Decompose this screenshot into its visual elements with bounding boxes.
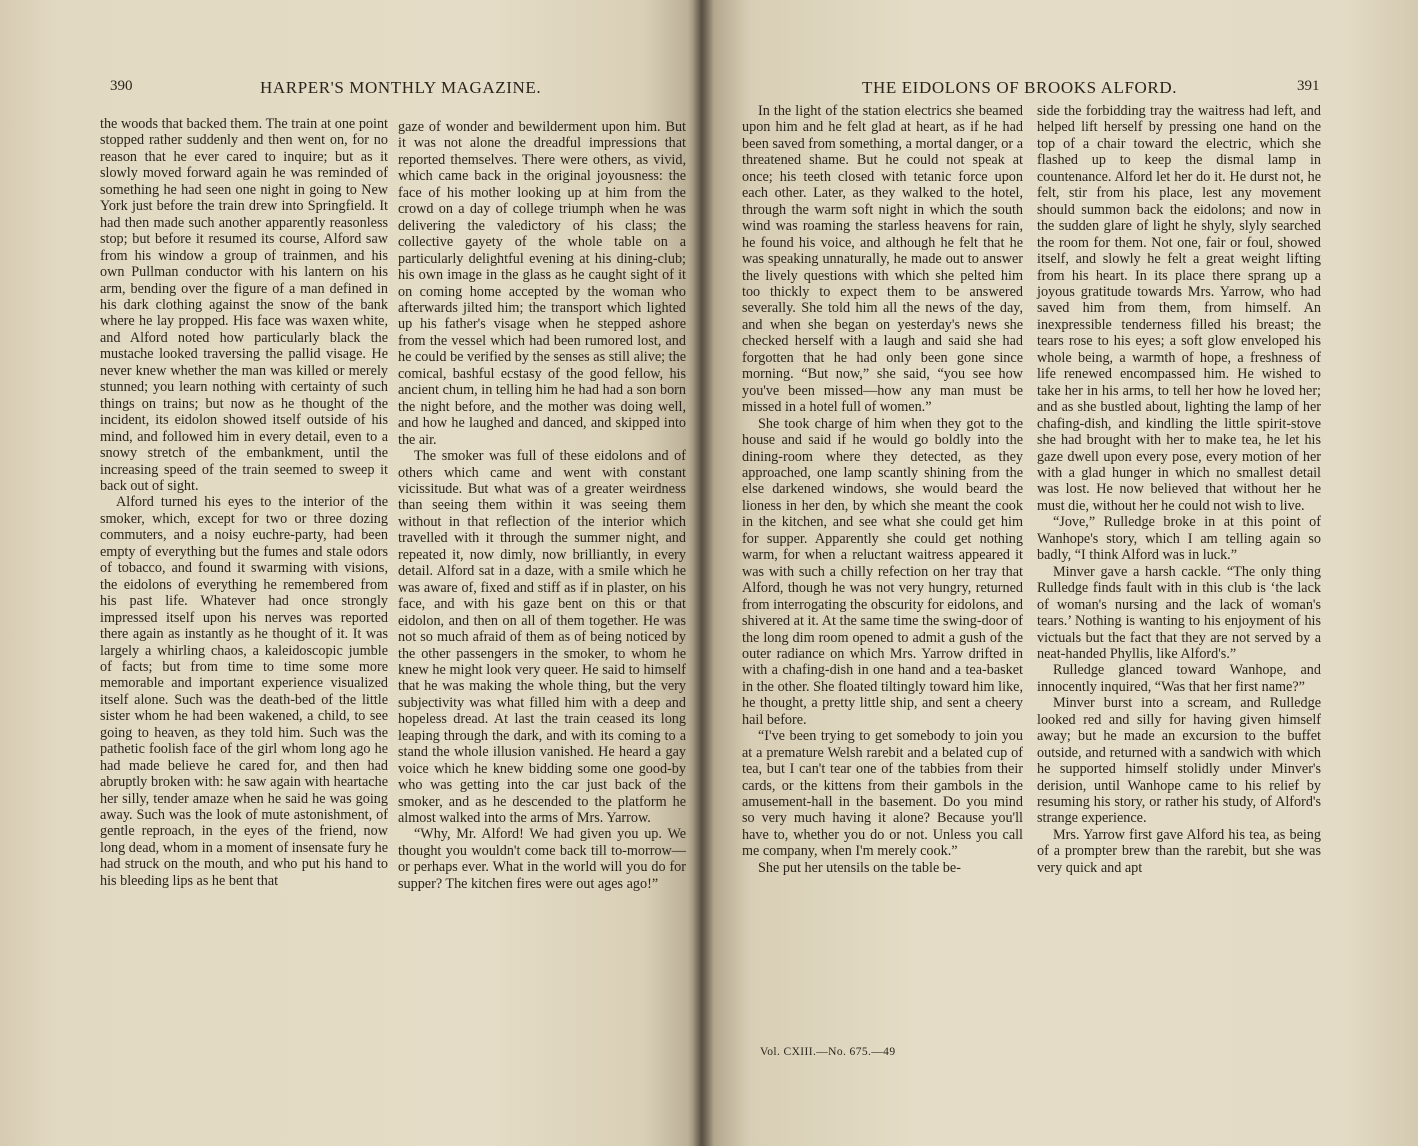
page-number: 390 (110, 78, 133, 94)
paragraph: Mrs. Yarrow first gave Alford his tea, as being of a prompter brew than the rarebit, but she was very quick and apt (1037, 826, 1321, 876)
paragraph: Minver burst into a scream, and Rulledge looked red and silly for having given himself away; but he made an excursion to the buffet outside, and returned with a sandwich with which he supported himself stolidly under Minver's derision, until Wanhope came to his relief by resuming his story, or rather his study, of Alford's strange experience. (1037, 695, 1321, 827)
text-column (398, 119, 686, 892)
text-column (1037, 103, 1321, 876)
right-page (700, 0, 1418, 1146)
paragraph: gaze of wonder and bewilderment upon him. But it was not alone the dreadful impressions that reported themselves. There were others, as vivid, which came back in the original joyousness: the face of his mother looking up at him from the crowd on a day of college triumph when he was delivering the valedictory of his class; the collective gayety of the whole table on a particularly delightful evening at his dining-club; his own image in the glass as he caught sight of it on coming home accepted by the woman who afterwards jilted him; the transport which lighted up his father's visage when he stepped ashore from the vessel which had been rumored lost, and he could be verified by the senses as still alive; the comical, bashful ecstasy of the good fellow, his ancient chum, in telling him he had had a son born the night before, and the mother was doing well, and how he laughed and danced, and skipped into the air. (398, 119, 686, 448)
left-page (0, 0, 700, 1146)
paragraph: “Why, Mr. Alford! We had given you up. We thought you wouldn't come back till to-morrow—or perhaps ever. What in the world will you do for supper? The kitchen fires were out ages ago!” (398, 826, 686, 892)
paragraph: Minver gave a harsh cackle. “The only thing Rulledge finds fault with in this club is ‘the lack of woman's nursing and the lack of woman's tears.’ Nothing is wanting to his enjoyment of his victuals but the fact that they are not served by a neat-handed Phyllis, like Alford's.” (1037, 563, 1321, 662)
paragraph: “I've been trying to get somebody to join you at a premature Welsh rarebit and a belated cup of tea, but I can't tear one of the tabbies from their cards, or the kittens from their gambols in the amusement-hall in the basement. Do you mind so very much having it alone? Because you'll have to, whether you do or not. Unless you call me company, when I'm merely cook.” (742, 728, 1023, 860)
running-head: THE EIDOLONS OF BROOKS ALFORD. (862, 78, 1178, 97)
paragraph: She took charge of him when they got to the house and said if he would go boldly into the dining-room where they detected, as they approached, one lamp scantly shining from the else darkened windows, she would beard the lioness in her den, by which she meant the cook in the kitchen, and see what she could get him for supper. Apparently she could get nothing warm, for when a reluctant waitress appeared it was with such a chilly refection on her tray that Alford, though he was not very hungry, returned from interrogating the obscurity for eidolons, and shivered at it. At the same time the swing-door of the long dim room opened to admit a gush of the outer radiance on which Mrs. Yarrow drifted in with a chafing-dish in one hand and a tea-basket in the other. She floated tiltingly toward him like, he thought, a pretty little ship, and sent a cheery hail before. (742, 415, 1023, 728)
paragraph: the woods that backed them. The train at one point stopped rather suddenly and then went on, for no reason that he ever cared to inquire; but as it slowly moved forward again he was reminded of something he had seen one night in going to New York just before the train drew into Springfield. It had then made such another apparently reasonless stop; but before it resumed its course, Alford saw from his window a group of trainmen, and his own Pullman conductor with his lantern on his arm, bending over the figure of a man defined in his dark clothing against the snow of the bank where he lay propped. His face was waxen white, and Alford noted how particularly black the mustache looked traversing the pallid visage. He never knew whether the man was killed or merely stunned; you learn nothing with certainty of such things on trains; but now as he thought of the incident, its eidolon showed itself outside of his mind, and followed him in every detail, even to a snowy stretch of the embankment, until the increasing speed of the train seemed to sweep it back out of sight. (100, 116, 388, 494)
paragraph: In the light of the station electrics she beamed upon him and he felt glad at heart, as if he had been saved from something, a mortal danger, or a threatened shame. But he could not speak at once; his teeth closed with tetanic force upon each other. Later, as they walked to the hotel, through the warm soft night in which the south wind was roaming the starless heavens for rain, he found his voice, and although he felt that he was speaking unnaturally, he made out to answer the lively questions with which she pelted him too thickly to expect them to be answered severally. She told him all the news of the day, and when she began on yesterday's news she checked herself with a laugh and said she had forgotten that he had only been gone since morning. “But now,” she said, “you see how you've been missed—how any man must be missed in a hotel full of women.” (742, 103, 1023, 416)
book-gutter (688, 0, 714, 1146)
paragraph: side the forbidding tray the waitress had left, and helped lift herself by pressing one hand on the top of a chair toward the electric, which she flashed up to keep the dismal lamp in countenance. Alford let her do it. He durst not, he felt, stir from his place, lest any movement should summon back the eidolons; and now in the sudden glare of light he shyly, slyly searched the room for them. Not one, fair or foul, showed itself, and slowly he felt a great weight lifting from his heart. In its place there sprang up a joyous gratitude towards Mrs. Yarrow, who had saved him from them, from himself. An inexpressible tenderness filled his breast; the tears rose to his eyes; a soft glow enveloped his whole being, a warmth of hope, a freshness of life renewed encompassed him. He wished to take her in his arms, to tell her how he loved her; and as she bustled about, lighting the lamp of her chafing-dish, and kindling the little spirit-stove she had brought with her to make tea, he let his gaze dwell upon every pose, every motion of her with a glad hunger in which no smallest detail was lost. He now believed that without her he must die, without her he could not wish to live. (1037, 103, 1321, 514)
text-column (100, 116, 388, 889)
paragraph: Rulledge glanced toward Wanhope, and innocently inquired, “Was that her first name?” (1037, 662, 1321, 695)
running-head: HARPER'S MONTHLY MAGAZINE. (260, 78, 542, 97)
page-number: 391 (1297, 78, 1320, 94)
paragraph: “Jove,” Rulledge broke in at this point of Wanhope's story, which I am telling again so badly, “I think Alford was in luck.” (1037, 514, 1321, 564)
text-column (742, 103, 1023, 876)
paragraph: The smoker was full of these eidolons and of others which came and went with constant vicissitude. But what was of a greater weirdness than seeing them within it was seeing them without in that reflection of the interior which travelled with it through the summer night, and repeated it, now dimly, now brilliantly, in every detail. Alford sat in a daze, with a smile which he was aware of, fixed and stiff as if in plaster, on his face, and with his gaze bent on this or that eidolon, and then on all of them together. He was not so much afraid of them as of being noticed by the other passengers in the smoker, to whom he knew he might look very queer. He said to himself that he was making the whole thing, but the very subjectivity was what filled him with a deep and hopeless dread. At last the train ceased its long leaping through the dark, and with its coming to a stand the whole illusion vanished. He heard a gay voice which he knew bidding some one good-by who was getting into the car just back of the smoker, and as he descended to the platform he almost walked into the arms of Mrs. Yarrow. (398, 448, 686, 827)
paragraph: She put her utensils on the table be- (758, 859, 961, 876)
paragraph: Alford turned his eyes to the interior of the smoker, which, except for two or three dozing commuters, and a noisy euchre-party, had been empty of everything but the fumes and stale odors of tobacco, and found it swarming with visions, the eidolons of everything he remembered from his past life. Whatever had once strongly impressed itself upon his nerves was reported there again as instantly as he thought of it. It was largely a whirling chaos, a kaleidoscopic jumble of facts; but from time to time some more memorable and important experience visualized itself alone. Such was the death-bed of the little sister whom he had been wakened, a child, to see going to heaven, as they told him. Such was the pathetic foolish face of the girl whom long ago he had made believe he cared for, and then had abruptly broken with: he saw again with heartache her silly, tender amaze when he said he was going away. Such was the look of mute astonishment, of gentle reproach, in the eyes of the friend, now long dead, whom in a moment of insensate fury he had struck on the mouth, and who put his hand to his bleeding lips as he bent that (100, 494, 388, 889)
folio-line: Vol. CXIII.—No. 675.—49 (760, 1046, 896, 1058)
